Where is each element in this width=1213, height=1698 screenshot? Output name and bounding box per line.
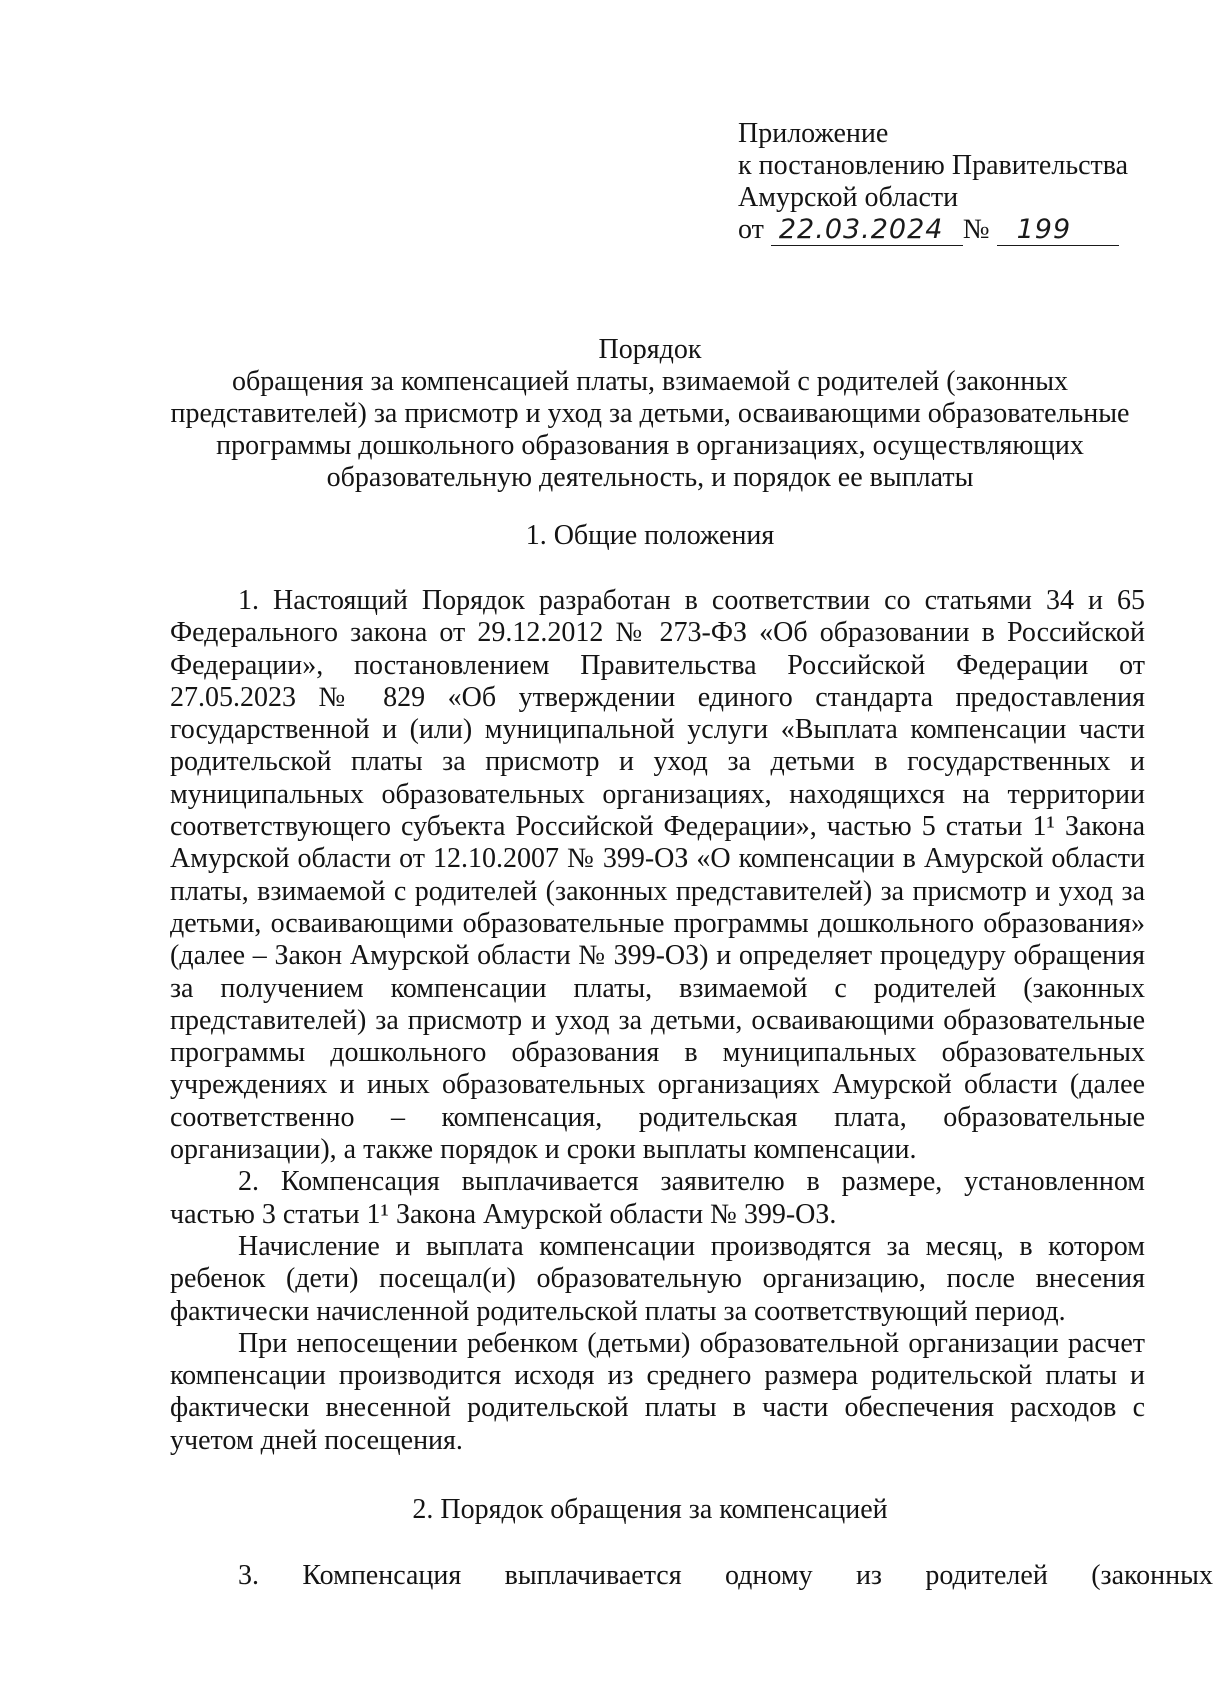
word: Компенсация [302, 1560, 462, 1591]
date-prefix: от [738, 214, 764, 245]
appendix-resolution: к постановлению Правительства [738, 150, 1129, 181]
word: родителей [925, 1560, 1048, 1591]
title-line-5: образовательную деятельность, и порядок ее выплаты [326, 462, 974, 493]
paragraph-2: 2. Компенсация выплачивается заявителю в размере, установленном частью 3 статьи 1¹ Закона Амурской области № 399-ОЗ. [170, 1166, 1145, 1230]
paragraph-1: 1. Настоящий Порядок разработан в соответствии со статьями 34 и 65 Федерального закона от 29.12.2012 № 273-ФЗ «Об образовании в Российской Федерации», постановлением Правительства Российской Федерации от 27.05.2023 № 829 «Об утверждении единого стандарта предоставления государственной и (или) муниципальной услуги «Выплата компенсации части родительской платы за присмотр и уход за детьми в государственных и муниципальных образовательных организациях, находящихся на территории соответствующего субъекта Российской Федерации», частью 5 статьи 1¹ Закона Амурской области от 12.10.2007 № 399-ОЗ «О компенсации в Амурской области платы, взимаемой с родителей (законных представителей) за присмотр и уход за детьми, осваивающими образовательные программы дошкольного образования» (далее – Закон Амурской области № 399-ОЗ) и определяет процедуру обращения за получением компенсации платы, взимаемой с родителей (законных представителей) за присмотр и уход за детьми, осваивающими образовательные программы дошкольного образования в муниципальных образовательных учреждениях и иных образовательных организациях Амурской области (далее соответственно – компенсация, родительская плата, образовательные организации), а также порядок и сроки выплаты компенсации. [170, 585, 1145, 1166]
section-2-heading: 2. Порядок обращения за компенсацией [412, 1494, 888, 1525]
paragraph-4: При непосещении ребенком (детьми) образовательной организации расчет компенсации производится исходя из среднего размера родительской платы и фактически внесенной родительской платы в части обеспечения расходов с учетом дней посещения. [170, 1327, 1145, 1456]
word: (законных [1091, 1560, 1213, 1591]
word: выплачивается [504, 1560, 682, 1591]
word: 3. [238, 1560, 259, 1591]
section-1-heading: 1. Общие положения [525, 520, 775, 551]
word: одному [724, 1560, 813, 1591]
paragraph-3: Начисление и выплата компенсации производятся за месяц, в котором ребенок (дети) посещал(и) образовательную организацию, после внесения фактически начисленной родительской платы за соответствующий период. [170, 1230, 1145, 1327]
appendix-block [738, 118, 1128, 246]
appendix-title: Приложение [738, 118, 889, 149]
title-line-4: программы дошкольного образования в организациях, осуществляющих [216, 430, 1084, 461]
document-title [150, 334, 1150, 494]
title-line-3: представителей) за присмотр и уход за детьми, осваивающими образовательные [170, 398, 1130, 429]
section-1-body [170, 585, 1145, 1457]
title-line-2: обращения за компенсацией платы, взимаемой с родителей (законных [231, 366, 1069, 397]
handwritten-date: 22.03.2024 [771, 215, 963, 246]
title-line-1: Порядок [598, 334, 702, 365]
section-2-paragraph-3-start [170, 1560, 1213, 1592]
handwritten-number: 199 [997, 215, 1119, 246]
word: из [855, 1560, 882, 1591]
appendix-date-line [738, 214, 1128, 246]
appendix-region: Амурской области [738, 182, 959, 213]
number-prefix: № [962, 214, 990, 245]
